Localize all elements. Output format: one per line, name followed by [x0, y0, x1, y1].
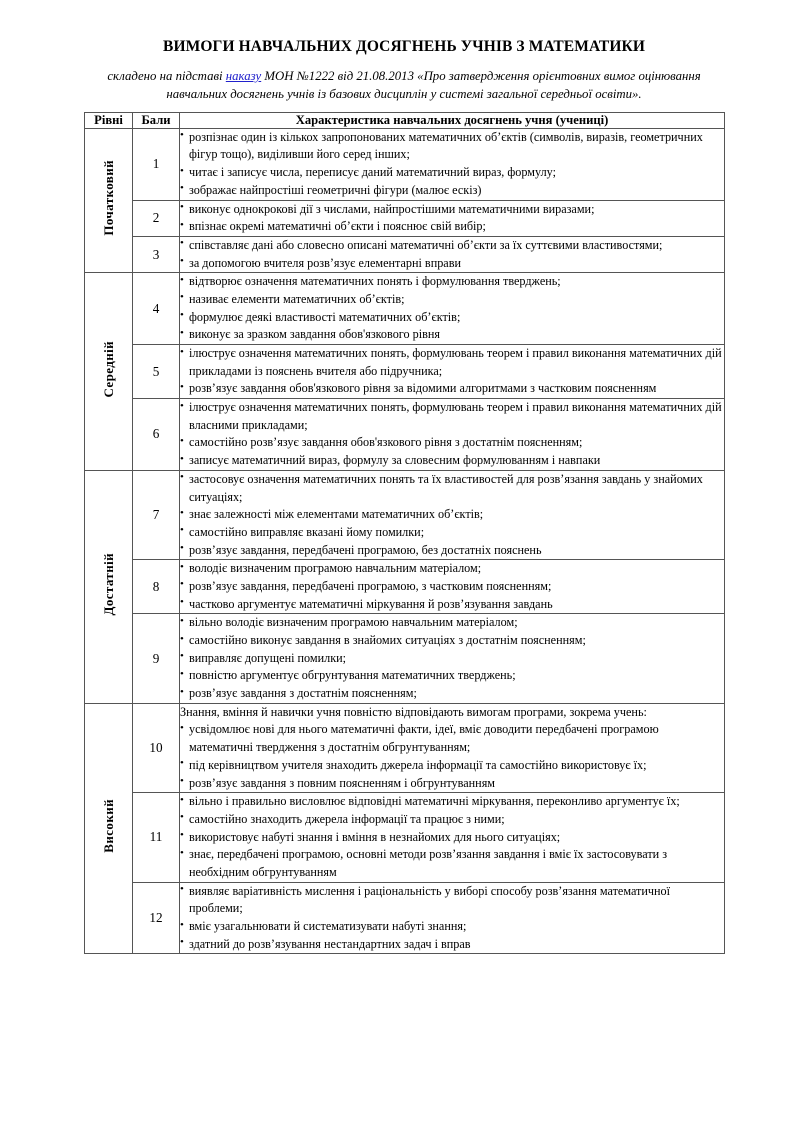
criteria-item: • вміє узагальнювати й систематизувати набуті знання; [180, 918, 724, 936]
criteria-item: • вільно і правильно висловлює відповідні математичні міркування, переконливо аргументує їх; [180, 793, 724, 811]
level-label: Середній [101, 340, 116, 398]
criteria-list [180, 201, 724, 236]
table-row [85, 560, 725, 614]
table-row [85, 703, 725, 792]
score-cell: 1 [133, 128, 180, 200]
score-cell: 10 [133, 703, 180, 792]
table-row [85, 273, 725, 345]
score-cell: 12 [133, 882, 180, 954]
criteria-list [180, 883, 724, 954]
criteria-item: • частково аргументує математичні міркування й розвʼязування завдань [180, 596, 724, 614]
score-cell: 3 [133, 236, 180, 272]
criteria-item: • відтворює означення математичних понять і формулювання тверджень; [180, 273, 724, 291]
description-cell [180, 236, 725, 272]
description-cell [180, 470, 725, 559]
criteria-item: • записує математичний вираз, формулу за словесним формулюванням і навпаки [180, 452, 724, 470]
level-label: Високий [101, 799, 116, 853]
level-cell-3 [85, 470, 133, 703]
score-cell: 6 [133, 399, 180, 471]
table-row [85, 793, 725, 882]
criteria-item: • знає залежності між елементами математичних обʼєктів; [180, 506, 724, 524]
level-cell-1 [85, 128, 133, 273]
criteria-list [180, 793, 724, 881]
criteria-item: • самостійно виконує завдання в знайомих ситуаціях з достатнім поясненням; [180, 632, 724, 650]
column-header-score: Бали [133, 113, 180, 128]
score-cell: 4 [133, 273, 180, 345]
description-cell [180, 882, 725, 954]
criteria-item: • виконує за зразком завдання обов'язкового рівня [180, 326, 724, 344]
criteria-item: • розвʼязує завдання обов'язкового рівня за відомими алгоритмами з частковим поясненням [180, 380, 724, 398]
table-row [85, 399, 725, 471]
description-cell [180, 345, 725, 399]
criteria-item: • повністю аргументує обгрунтування математичних тверджень; [180, 667, 724, 685]
description-cell [180, 703, 725, 792]
table-header-row [85, 113, 725, 128]
description-cell [180, 793, 725, 882]
description-cell [180, 399, 725, 471]
criteria-item: • розпізнає один із кількох запропонованих математичних обʼєктів (символів, виразів, геометричних фігур тощо), виділивши його серед інших; [180, 129, 724, 164]
table-header [85, 113, 725, 128]
order-link[interactable]: наказу [225, 69, 262, 83]
criteria-list [180, 560, 724, 613]
criteria-list [180, 273, 724, 344]
description-cell [180, 614, 725, 703]
requirements-table [84, 112, 725, 954]
criteria-item: • усвідомлює нові для нього математичні факти, ідеї, вміє доводити передбачені програмою математичні твердження з достатнім обгрунтуванням; [180, 721, 724, 756]
table-row [85, 614, 725, 703]
column-header-description: Характеристика навчальних досягнень учня (учениці) [180, 113, 725, 128]
criteria-item: • застосовує означення математичних понять та їх властивостей для розвʼязання завдань у знайомих ситуаціях; [180, 471, 724, 506]
document-subtitle [84, 68, 724, 103]
table-row [85, 200, 725, 236]
description-cell [180, 128, 725, 200]
level-cell-4 [85, 703, 133, 954]
criteria-item: • за допомогою вчителя розвʼязує елементарні вправи [180, 255, 724, 273]
criteria-item: • самостійно розвʼязує завдання обов'язкового рівня з достатнім поясненням; [180, 434, 724, 452]
score-cell: 7 [133, 470, 180, 559]
description-lead: Знання, вміння й навички учня повністю відповідають вимогам програми, зокрема учень: [180, 704, 647, 719]
criteria-item: • вільно володіє визначеним програмою навчальним матеріалом; [180, 614, 724, 632]
criteria-list [180, 399, 724, 470]
criteria-item: • формулює деякі властивості математичних обʼєктів; [180, 309, 724, 327]
table-row [85, 128, 725, 200]
table-row [85, 236, 725, 272]
criteria-list [180, 345, 724, 398]
level-label: Достатній [101, 553, 116, 616]
criteria-item: • розвʼязує завдання з достатнім поясненням; [180, 685, 724, 703]
level-cell-2 [85, 273, 133, 471]
table-row [85, 345, 725, 399]
table-body [85, 128, 725, 954]
criteria-item: • ілюструє означення математичних понять, формулювань теорем і правил виконання математичних дій власними прикладами; [180, 399, 724, 434]
criteria-list [180, 721, 724, 792]
description-cell [180, 560, 725, 614]
description-cell [180, 200, 725, 236]
column-header-level: Рівні [85, 113, 133, 128]
criteria-item: • виявляє варіативність мислення і раціональність у виборі способу розвʼязання математичної проблеми; [180, 883, 724, 918]
score-cell: 8 [133, 560, 180, 614]
subtitle-suffix: МОН №1222 від 21.08.2013 «Про затвердження орієнтовних вимог оцінювання навчальних досягнень учнів із базових дисциплін у системі загальної середньої освіти». [166, 69, 701, 101]
criteria-item: • називає елементи математичних обʼєктів; [180, 291, 724, 309]
criteria-item: • розвʼязує завдання, передбачені програмою, з частковим поясненням; [180, 578, 724, 596]
criteria-item: • розвʼязує завдання, передбачені програмою, без достатніх пояснень [180, 542, 724, 560]
criteria-item: • знає, передбачені програмою, основні методи розвʼязання завдання і вміє їх застосовувати з необхідним обгрунтуванням [180, 846, 724, 881]
page-title: ВИМОГИ НАВЧАЛЬНИХ ДОСЯГНЕНЬ УЧНІВ З МАТЕМАТИКИ [163, 38, 645, 55]
table-row [85, 882, 725, 954]
criteria-item: • читає і записує числа, переписує даний математичний вираз, формулу; [180, 164, 724, 182]
criteria-item: • впізнає окремі математичні обʼєкти і пояснює свій вибір; [180, 218, 724, 236]
score-cell: 2 [133, 200, 180, 236]
criteria-item: • зображає найпростіші геометричні фігури (малює ескіз) [180, 182, 724, 200]
criteria-item: • використовує набуті знання і вміння в незнайомих для нього ситуаціях; [180, 829, 724, 847]
criteria-list [180, 237, 724, 272]
table-row [85, 470, 725, 559]
criteria-list [180, 129, 724, 200]
subtitle-prefix: складено на підставі [107, 69, 226, 83]
score-cell: 5 [133, 345, 180, 399]
level-label: Початковий [101, 160, 116, 236]
criteria-item: • співставляє дані або словесно описані математичні обʼєкти за їх суттєвими властивостями; [180, 237, 724, 255]
criteria-item: • самостійно виправляє вказані йому помилки; [180, 524, 724, 542]
criteria-item: • виправляє допущені помилки; [180, 650, 724, 668]
criteria-list [180, 471, 724, 559]
score-cell: 11 [133, 793, 180, 882]
criteria-item: • володіє визначеним програмою навчальним матеріалом; [180, 560, 724, 578]
criteria-list [180, 614, 724, 702]
description-cell [180, 273, 725, 345]
criteria-item: • виконує однокрокові дії з числами, найпростішими математичними виразами; [180, 201, 724, 219]
criteria-item: • під керівництвом учителя знаходить джерела інформації та самостійно використовує їх; [180, 757, 724, 775]
criteria-item: • здатний до розвʼязування нестандартних задач і вправ [180, 936, 724, 954]
criteria-item: • розвʼязує завдання з повним поясненням і обгрунтуванням [180, 775, 724, 793]
criteria-item: • ілюструє означення математичних понять, формулювань теорем і правил виконання математичних дій прикладами із пояснень вчителя або підручника; [180, 345, 724, 380]
score-cell: 9 [133, 614, 180, 703]
criteria-item: • самостійно знаходить джерела інформації та працює з ними; [180, 811, 724, 829]
